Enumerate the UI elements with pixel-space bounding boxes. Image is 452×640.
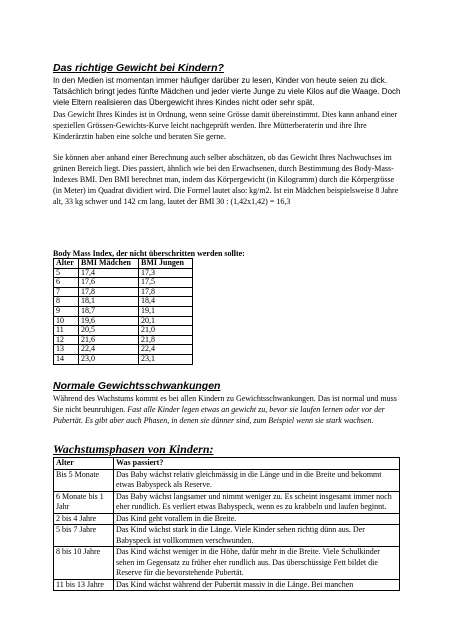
section1-paragraph-2: Das Gewicht Ihres Kindes ist in Ordnung, wenn seine Grösse damit übereinstimmt. Dies kann anhand einer speziellen Grössen-Gewichts-Kurve leicht nachgeprüft werden. Ihre Mütterberaterin und ihre Ihre Kinderärztin haben eine solche und beraten Sie gerne. [53, 110, 398, 141]
phase-table-row [54, 579, 400, 591]
phase-description-cell: Das Baby wächst relativ gleichmässig in die Länge und in die Breite und bekommt etwas Babyspeck als Reserve. [114, 469, 400, 491]
phase-age-cell: 2 bis 4 Jahre [54, 513, 114, 525]
bmi-girls-cell: 19,6 [79, 316, 139, 326]
phase-table-row [54, 547, 400, 580]
phase-table-header-row [54, 458, 400, 470]
bmi-table-row [54, 297, 193, 307]
phase-table-row [54, 491, 400, 513]
bmi-girls-cell: 17,6 [79, 278, 139, 288]
bmi-girls-cell: 21,6 [79, 335, 139, 345]
bmi-girls-cell: 18,7 [79, 306, 139, 316]
bmi-age-cell: 10 [54, 316, 79, 326]
phase-description-cell: Das Kind wächst stark in die Länge. Viele Kinder sehen richtig dünn aus. Der Babyspeck ist vollkommen verschwunden. [114, 525, 400, 547]
bmi-table-row [54, 306, 193, 316]
bmi-boys-cell: 23,1 [139, 354, 193, 364]
bmi-boys-cell: 21,8 [139, 335, 193, 345]
section2-italic-text: Fast alle Kinder legen etwas an gewicht zu, bevor sie laufen lernen oder vor der Pubertät. Es gibt aber auch Phasen, in denen sie dünner sind, zum Beispiel wenn sie stark wachsen. [53, 405, 385, 425]
bmi-boys-cell: 19,1 [139, 306, 193, 316]
bmi-age-cell: 8 [54, 297, 79, 307]
bmi-age-cell: 6 [54, 278, 79, 288]
bmi-header-boys: BMI Jungen [139, 259, 193, 269]
bmi-age-cell: 12 [54, 335, 79, 345]
bmi-boys-cell: 18,4 [139, 297, 193, 307]
bmi-age-cell: 7 [54, 287, 79, 297]
phase-age-cell: 5 bis 7 Jahre [54, 525, 114, 547]
phase-header-age: Alter [54, 458, 114, 470]
bmi-age-cell: 9 [54, 306, 79, 316]
bmi-girls-cell: 18,1 [79, 297, 139, 307]
bmi-boys-cell: 20,1 [139, 316, 193, 326]
bmi-boys-cell: 17,3 [139, 268, 193, 278]
phase-description-cell: Das Baby wächst langsamer und nimmt weniger zu. Es scheint insgesamt immer noch eher rundlich. Es verliert etwas Babyspeck, wenn es zu krabbeln und laufen beginnt. [114, 491, 400, 513]
section1-paragraph-3: Sie können aber anhand einer Berechnung auch selber abschätzen, ob das Gewicht Ihres Nachwuchses im grünen Bereich liegt. Dies passiert, ähnlich wie bei den Erwachsenen, durch Bestimmung des Body-Mass-Indexes BMI. Den BMI berechnet man, indem das Körpergewicht (in Kilogramm) durch die Körpergrösse (in Meter) im Quadrat dividiert wird. Die Formel lautet also: kg/m2. Ist ein Mädchen beispielsweise 8 Jahre alt, 33 kg schwer und 142 cm lang, lautet der BMI 30 : (1,42x1,42) = 16,3 [53, 153, 399, 206]
bmi-table-title: Body Mass Index, der nicht überschritten werden sollte: [53, 249, 245, 258]
bmi-boys-cell: 21,0 [139, 326, 193, 336]
phase-table-row [54, 513, 400, 525]
bmi-boys-cell: 17,5 [139, 278, 193, 288]
bmi-table-header-row [54, 259, 193, 269]
phase-header-what: Was passiert? [114, 458, 400, 470]
section1-heading: Das richtige Gewicht bei Kindern? [53, 62, 224, 74]
bmi-age-cell: 13 [54, 345, 79, 355]
phase-description-cell: Das Kind wächst weniger in die Höhe, dafür mehr in die Breite. Viele Schulkinder sehen im Gegensatz zu früher eher rundlich aus. Das überschüssige Fett bildet die Reserve für die bevorstehende Pubertät. [114, 547, 400, 580]
bmi-age-cell: 11 [54, 326, 79, 336]
bmi-table-row [54, 268, 193, 278]
bmi-header-age: Alter [54, 259, 79, 269]
bmi-header-girls: BMI Mädchen [79, 259, 139, 269]
bmi-girls-cell: 17,4 [79, 268, 139, 278]
bmi-table-row [54, 354, 193, 364]
bmi-table-row [54, 326, 193, 336]
section2-heading: Normale Gewichtsschwankungen [53, 380, 221, 392]
bmi-girls-cell: 17,8 [79, 287, 139, 297]
bmi-table [53, 258, 193, 365]
bmi-boys-cell: 22,4 [139, 345, 193, 355]
bmi-age-cell: 5 [54, 268, 79, 278]
phase-age-cell: 11 bis 13 Jahre [54, 579, 114, 591]
section2-paragraph [53, 393, 405, 426]
phase-age-cell: 6 Monate bis 1 Jahr [54, 491, 114, 513]
bmi-girls-cell: 22,4 [79, 345, 139, 355]
phase-description-cell: Das Kind wächst während der Pubertät massiv in die Länge. Bei manchen [114, 579, 400, 591]
phase-table-row [54, 469, 400, 491]
bmi-table-row [54, 345, 193, 355]
bmi-boys-cell: 17,8 [139, 287, 193, 297]
phase-table-row [54, 525, 400, 547]
growth-phase-table [53, 457, 400, 591]
section2-text: Während des Wachstums kommt es bei allen Kindern zu Gewichtsschwankungen. Das ist normal und muss Sie nicht beunruhigen. [53, 394, 397, 414]
section1-paragraph-1: In den Medien ist momentan immer häufiger darüber zu lesen, Kinder von heute seien zu dick. Tatsächlich bringt jedes fünfte Mädchen und jeder vierte Junge zu viele Kilos auf die Waage. Doch viele Eltern realisieren das Übergewicht ihres Kindes nicht oder sehr spät. [53, 76, 401, 107]
section3-heading: Wachstumsphasen von Kindern: [53, 442, 214, 456]
bmi-table-row [54, 287, 193, 297]
phase-age-cell: 8 bis 10 Jahre [54, 547, 114, 580]
bmi-table-row [54, 335, 193, 345]
bmi-age-cell: 14 [54, 354, 79, 364]
bmi-girls-cell: 20,5 [79, 326, 139, 336]
bmi-table-row [54, 278, 193, 288]
bmi-table-row [54, 316, 193, 326]
bmi-girls-cell: 23,0 [79, 354, 139, 364]
phase-description-cell: Das Kind geht vorallem in die Breite. [114, 513, 400, 525]
phase-age-cell: Bis 5 Monate [54, 469, 114, 491]
